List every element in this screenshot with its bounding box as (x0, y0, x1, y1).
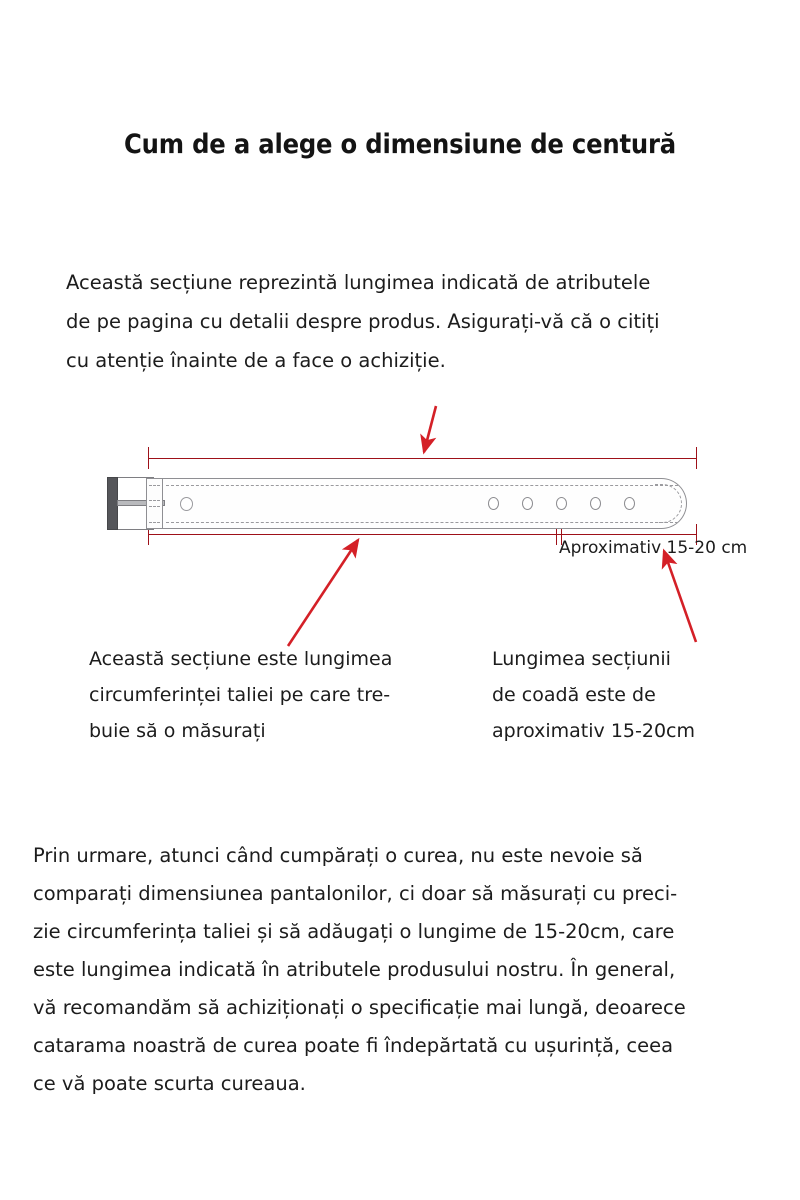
belt-stitching-top (166, 485, 678, 486)
arrow-to-tail-length (664, 551, 696, 642)
intro-paragraph (66, 263, 744, 380)
outro-line: comparați dimensiunea pantalonilor, ci doar să măsurați cu preci- (33, 882, 678, 905)
dimension-tick-top-right (696, 447, 697, 469)
outro-line: catarama noastră de curea poate fi îndepărtată cu ușurință, ceea (33, 1034, 674, 1057)
waist-length-dimension-line (148, 534, 697, 535)
arrow-to-waist-length (288, 540, 358, 646)
dimension-tick-top-left (148, 447, 149, 469)
keeper-stitch (149, 485, 160, 486)
belt-hole (180, 497, 193, 511)
page-title: Cum de a alege o dimensiune de centură (124, 129, 676, 160)
intro-line: de pe pagina cu detalii despre produs. Asigurați-vă că o citiți (66, 310, 660, 333)
outro-line: este lungimea indicată în atributele produsului nostru. În general, (33, 958, 676, 981)
callout-line: Lungimea secțiunii (492, 648, 671, 670)
belt-stitching-bottom (166, 522, 678, 523)
belt-hole (556, 497, 567, 510)
callout-line: de coadă este de (492, 684, 656, 706)
belt-hole (590, 497, 601, 510)
arrow-to-total-length (424, 406, 436, 452)
outro-line: Prin urmare, atunci când cumpărați o curea, nu este nevoie să (33, 844, 643, 867)
callout-line: aproximativ 15-20cm (492, 720, 695, 742)
callout-line: Această secțiune este lungimea (89, 648, 393, 670)
outro-line: ce vă poate scurta cureaua. (33, 1072, 306, 1095)
total-length-dimension-line (148, 458, 697, 459)
intro-line: cu atenție înainte de a face o achiziție. (66, 349, 446, 372)
callout-line: buie să o măsurați (89, 720, 266, 742)
outro-line: vă recomandăm să achiziționați o specificație mai lungă, deoarece (33, 996, 686, 1019)
keeper-stitch (149, 506, 160, 507)
belt-hole (522, 497, 533, 510)
keeper-stitch (149, 522, 160, 523)
outro-paragraph (33, 837, 773, 1103)
waist-circumference-callout (89, 641, 459, 749)
tail-length-callout (492, 641, 762, 749)
keeper-stitch (149, 500, 160, 501)
outro-line: zie circumferința taliei și să adăugați o lungime de 15-20cm, care (33, 920, 675, 943)
belt-hole (488, 497, 499, 510)
belt-hole (624, 497, 635, 510)
tail-length-label: Aproximativ 15-20 cm (559, 538, 748, 558)
intro-line: Această secțiune reprezintă lungimea indicată de atributele (66, 271, 651, 294)
callout-line: circumferinței taliei pe care tre- (89, 684, 391, 706)
